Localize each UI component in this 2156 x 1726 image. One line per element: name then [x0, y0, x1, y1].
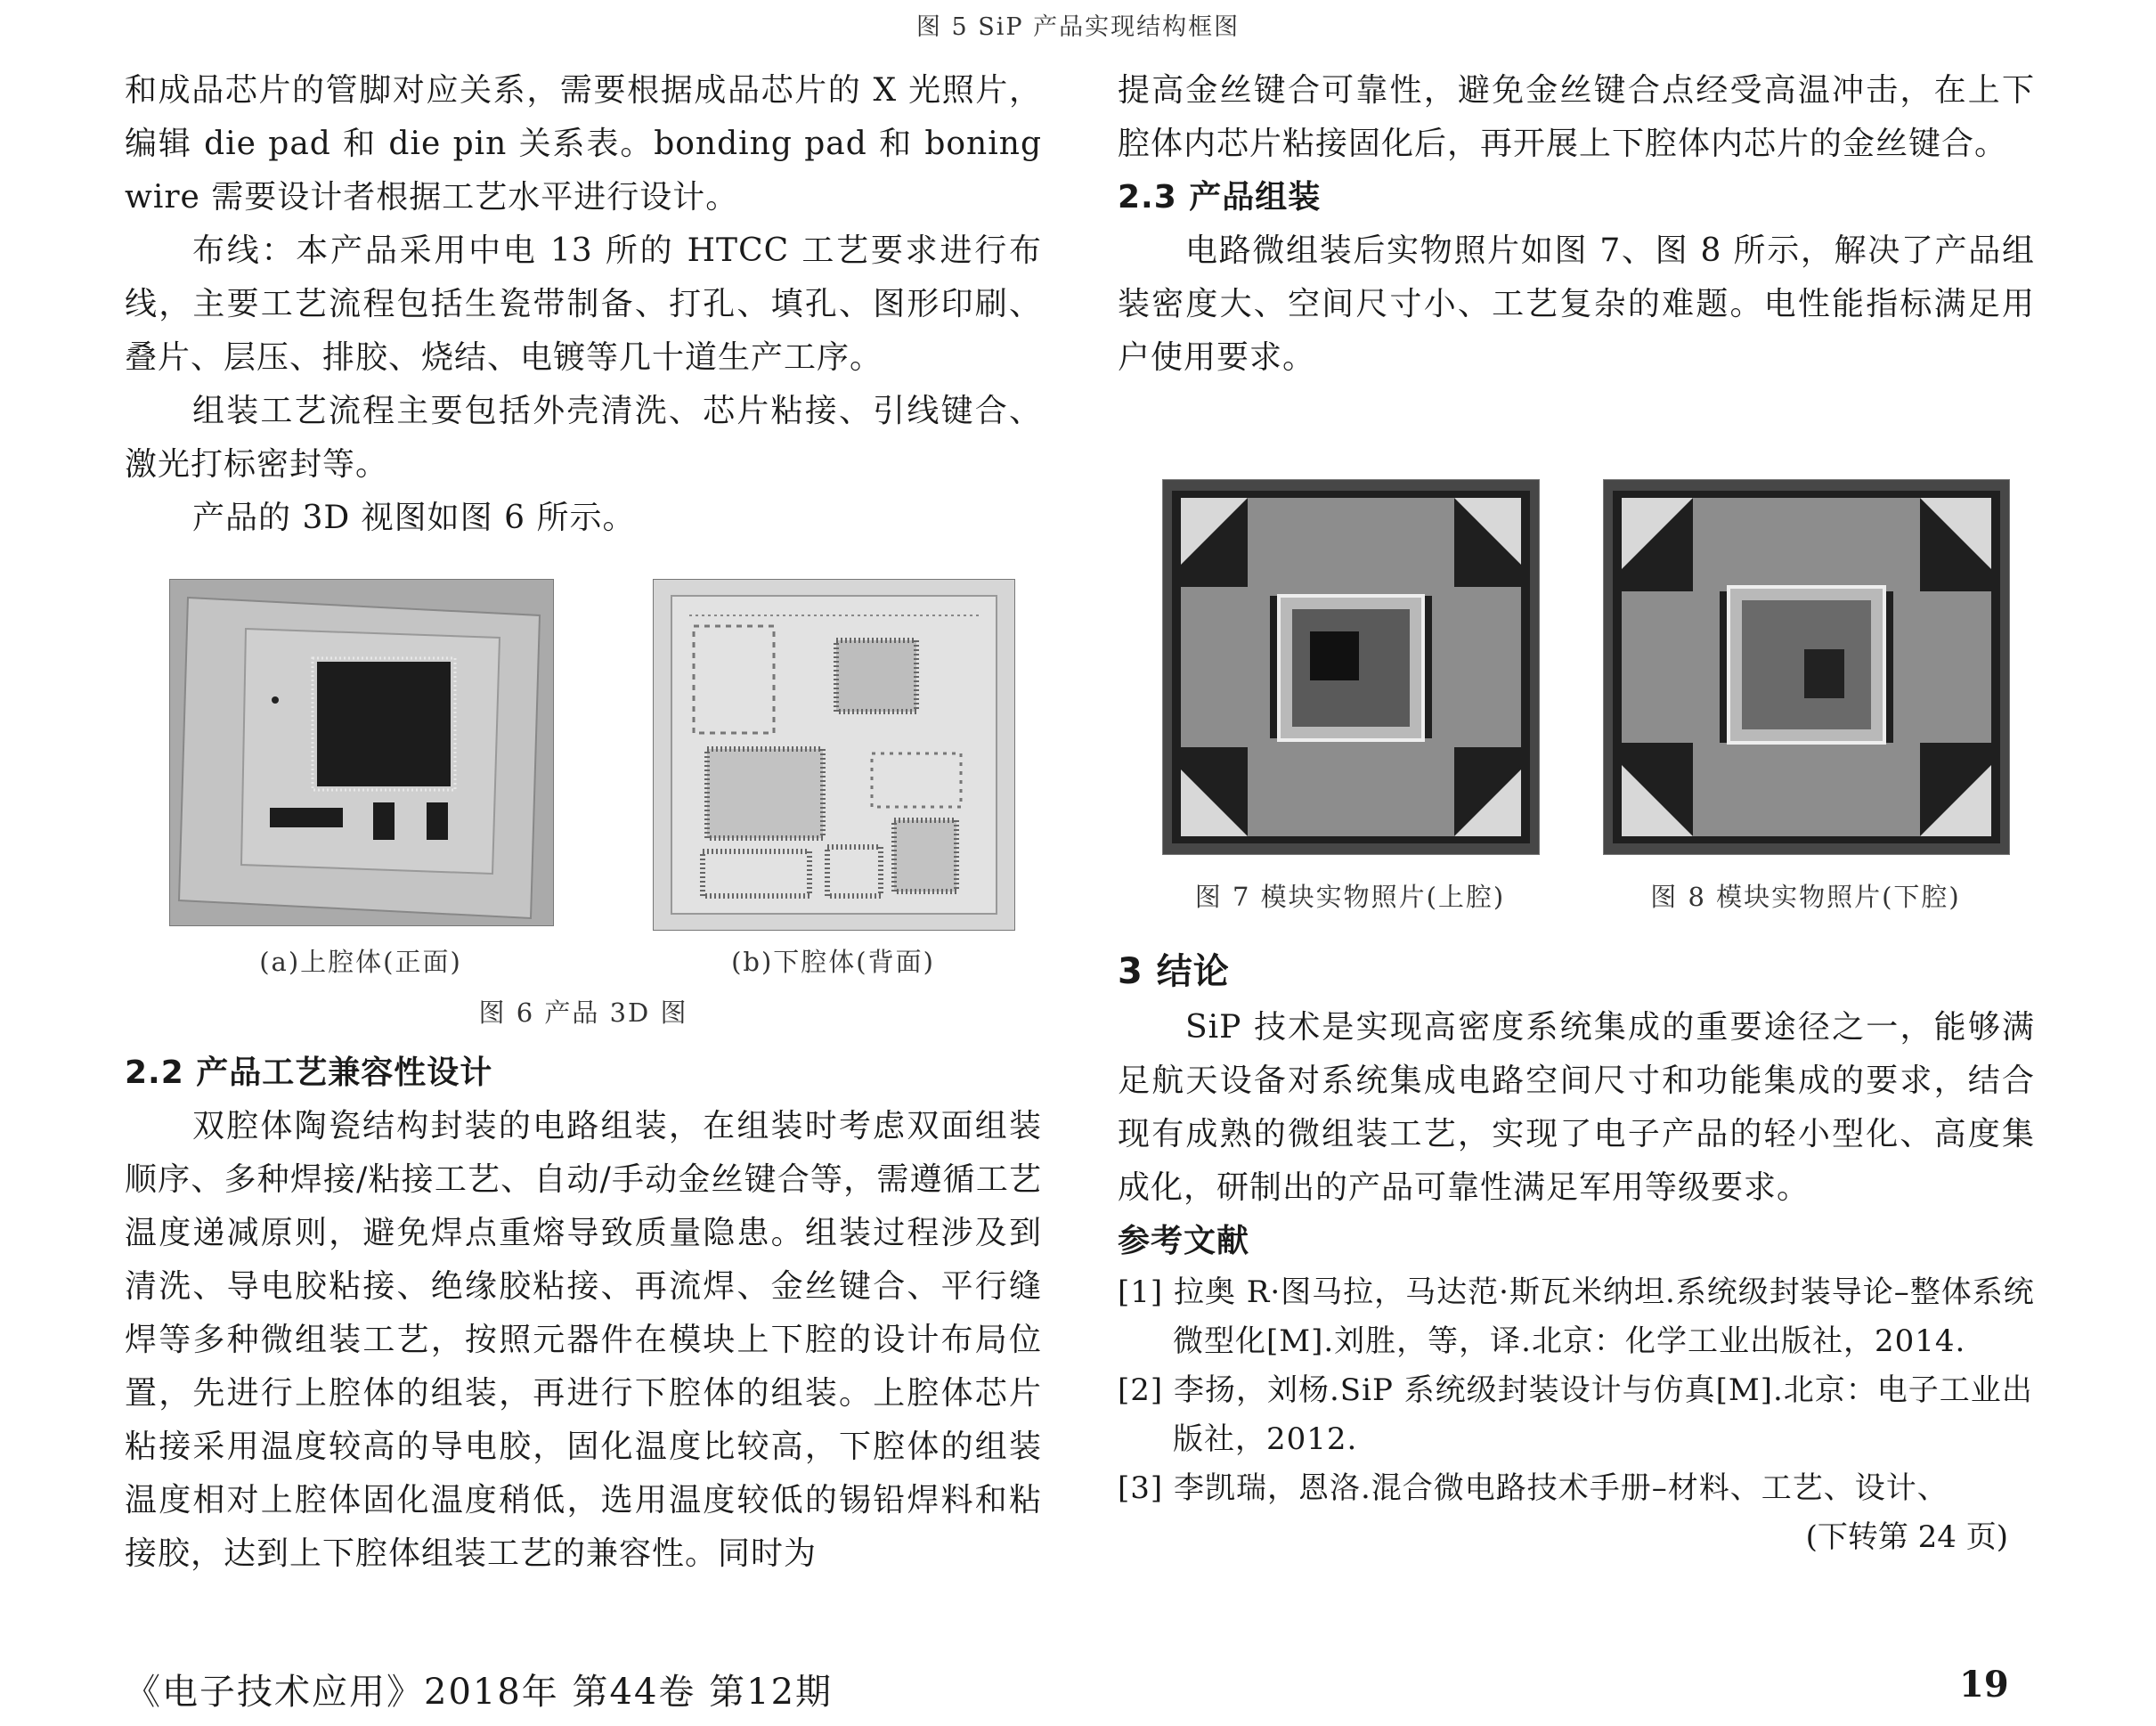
- section-heading: 2.2 产品工艺兼容性设计: [125, 1054, 493, 1091]
- figure-6b-caption: (b)下腔体(背面): [731, 947, 935, 977]
- left-column-lower: [125, 1046, 1042, 1581]
- figure-5-caption: 图 5 SiP 产品实现结构框图: [915, 13, 1241, 41]
- paragraph: 布线：本产品采用中电 13 所的 HTCC 工艺要求进行布线，主要工艺流程包括生瓷带制备、打孔、填孔、图形印刷、叠片、层压、排胶、烧结、电镀等几十道生产工序。: [125, 232, 1042, 376]
- figure-6a-image: [169, 579, 554, 926]
- reference-item: [3] 李凯瑞，恩洛.混合微电路技术手册–材料、工艺、设计、: [1118, 1470, 1949, 1506]
- paragraph: 双腔体陶瓷结构封装的电路组装，在组装时考虑双面组装顺序、多种焊接/粘接工艺、自动/手动金丝键合等，需遵循工艺温度递减原则，避免焊点重熔导致质量隐患。组装过程涉及到清洗、导电胶粘接、绝缘胶粘接、再流焊、金丝键合、平行缝焊等多种微组装工艺，按照元器件在模块上下腔的设计布局位置，先进行上腔体的组装，再进行下腔体的组装。上腔体芯片粘接采用温度较高的导电胶，固化温度比较高，下腔体的组装温度相对上腔体固化温度稍低，选用温度较低的锡铅焊料和粘接胶，达到上下腔体组装工艺的兼容性。同时为: [125, 1108, 1042, 1572]
- reference-item: [1] 拉奥 R·图马拉，马达范·斯瓦米纳坦.系统级封装导论–整体系统微型化[M].刘胜，等，译.北京：化学工业出版社，2014.: [1118, 1274, 2035, 1359]
- figure-6a-caption: (a)上腔体(正面): [259, 947, 462, 977]
- page-number: 19: [1959, 1664, 2009, 1706]
- figure-6b-image: [653, 579, 1015, 931]
- left-column: [125, 64, 1042, 545]
- paragraph: SiP 技术是实现高密度系统集成的重要途径之一，能够满足航天设备对系统集成电路空间尺寸和功能集成的要求，结合现有成熟的微组装工艺，实现了电子产品的轻小型化、高度集成化，研制出的产品可靠性满足军用等级要求。: [1118, 1009, 2035, 1206]
- right-column: [1118, 64, 2035, 385]
- references-heading: 参考文献: [1118, 1223, 1250, 1259]
- section-heading: 2.3 产品组装: [1118, 179, 1322, 216]
- right-column-lower: [1118, 942, 2035, 1562]
- section-heading: 3 结论: [1118, 951, 1230, 992]
- figure-8-photo: [1603, 479, 2010, 855]
- journal-footer: 《电子技术应用》2018年 第44卷 第12期: [125, 1672, 834, 1713]
- paragraph: 和成品芯片的管脚对应关系，需要根据成品芯片的 X 光照片，编辑 die pad 和 die pin 关系表。bonding pad 和 boning wire 需要设计者根据工艺水平进行设计。: [125, 72, 1042, 216]
- continued-note: (下转第 24 页): [1805, 1519, 2008, 1555]
- figure-6-caption: 图 6 产品 3D 图: [478, 997, 688, 1028]
- module-photo-upper: [1163, 480, 1539, 854]
- paragraph: 提高金丝键合可靠性，避免金丝键合点经受高温冲击，在上下腔体内芯片粘接固化后，再开展上下腔体内芯片的金丝键合。: [1118, 72, 2035, 162]
- paragraph: 电路微组装后实物照片如图 7、图 8 所示，解决了产品组装密度大、空间尺寸小、工艺复杂的难题。电性能指标满足用户使用要求。: [1118, 232, 2035, 376]
- module-photo-lower: [1604, 480, 2009, 854]
- figure-8-caption: 图 8 模块实物照片(下腔): [1650, 882, 1961, 912]
- reference-item: [2] 李扬，刘杨.SiP 系统级封装设计与仿真[M].北京：电子工业出版社，2012.: [1118, 1372, 2033, 1457]
- upper-cavity-render: [170, 580, 553, 925]
- paragraph: 组装工艺流程主要包括外壳清洗、芯片粘接、引线键合、激光打标密封等。: [125, 393, 1042, 483]
- paragraph: 产品的 3D 视图如图 6 所示。: [192, 500, 636, 536]
- figure-7-photo: [1162, 479, 1540, 855]
- figure-7-caption: 图 7 模块实物照片(上腔): [1194, 882, 1506, 912]
- lower-cavity-render: [654, 580, 1014, 930]
